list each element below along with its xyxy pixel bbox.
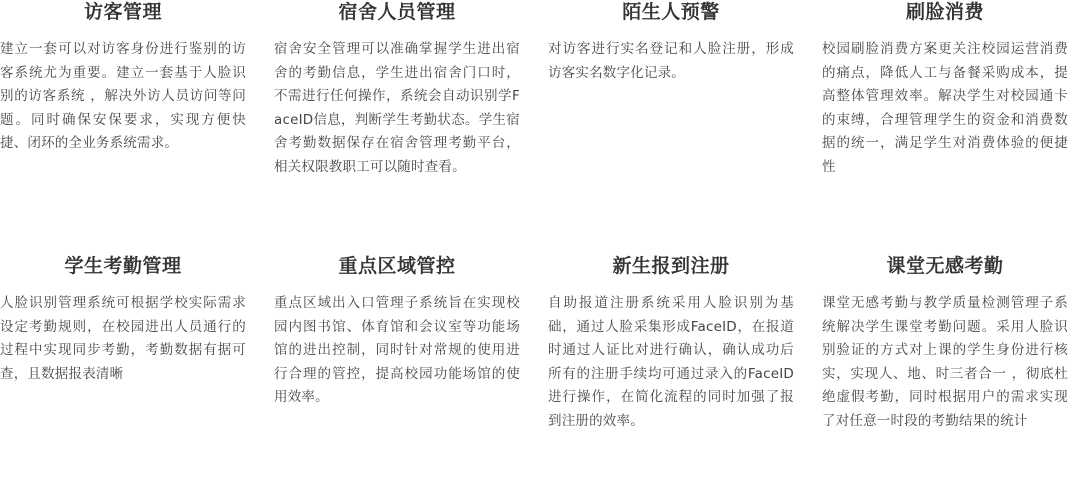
feature-card-stranger-alert xyxy=(548,0,794,85)
feature-card-key-area-control xyxy=(274,254,520,410)
card-description: 课堂无感考勤与教学质量检测管理子系统解决学生课堂考勤问题。采用人脸识别验证的方式对上课的学生身份进行核实，实现人、地、时三者合一 ，彻底杜绝虚假考勤，同时根据用户的需求实现了对任意一时段的考勤结果的统计 xyxy=(822,295,1068,429)
card-title: 课堂无感考勤 xyxy=(886,255,1004,277)
feature-card-classroom-attendance xyxy=(822,254,1068,433)
feature-card-face-payment xyxy=(822,0,1068,179)
feature-card-visitor-management xyxy=(0,0,246,156)
card-title: 宿舍人员管理 xyxy=(338,1,456,23)
card-title: 新生报到注册 xyxy=(612,255,730,277)
card-title: 重点区域管控 xyxy=(338,255,456,277)
card-description: 校园刷脸消费方案更关注校园运营消费的痛点，降低人工与备餐采购成本，提高整体管理效率。解决学生对校园通卡的束缚，合理管理学生的资金和消费数据的统一，满足学生对消费体验的便捷性 xyxy=(822,41,1068,175)
card-description: 对访客进行实名登记和人脸注册，形成访客实名数字化记录。 xyxy=(548,41,794,81)
card-title: 陌生人预警 xyxy=(622,1,720,23)
card-description: 自助报道注册系统采用人脸识别为基础，通过人脸采集形成FaceID，在报道时通过人证比对进行确认，确认成功后所有的注册手续均可通过录入的FaceID进行操作，在简化流程的同时加强了报到注册的效率。 xyxy=(548,295,794,429)
card-description: 宿舍安全管理可以准确掌握学生进出宿舍的考勤信息，学生进出宿舍门口时，不需进行任何操作，系统会自动识别学FaceID信息，判断学生考勤状态。学生宿舍考勤数据保存在宿舍管理考勤平台，相关权限教职工可以随时查看。 xyxy=(274,41,520,175)
card-title: 学生考勤管理 xyxy=(64,255,182,277)
card-description: 建立一套可以对访客身份进行鉴别的访客系统尤为重要。建立一套基于人脸识别的访客系统 ，解决外访人员访问等问题。同时确保安保要求，实现方便快捷、闭环的全业务系统需求。 xyxy=(0,41,246,151)
card-title: 刷脸消费 xyxy=(905,1,984,23)
feature-card-student-attendance xyxy=(0,254,246,386)
feature-card-dormitory-management xyxy=(274,0,520,179)
card-description: 人脸识别管理系统可根据学校实际需求设定考勤规则，在校园进出人员通行的过程中实现同步考勤，考勤数据有据可查，且数据报表清晰 xyxy=(0,295,246,382)
card-title: 访客管理 xyxy=(83,1,162,23)
card-description: 重点区域出入口管理子系统旨在实现校园内图书馆、体育馆和会议室等功能场馆的进出控制，同时针对常规的使用进行合理的管控，提高校园功能场馆的使用效率。 xyxy=(274,295,520,405)
feature-card-freshman-registration xyxy=(548,254,794,433)
